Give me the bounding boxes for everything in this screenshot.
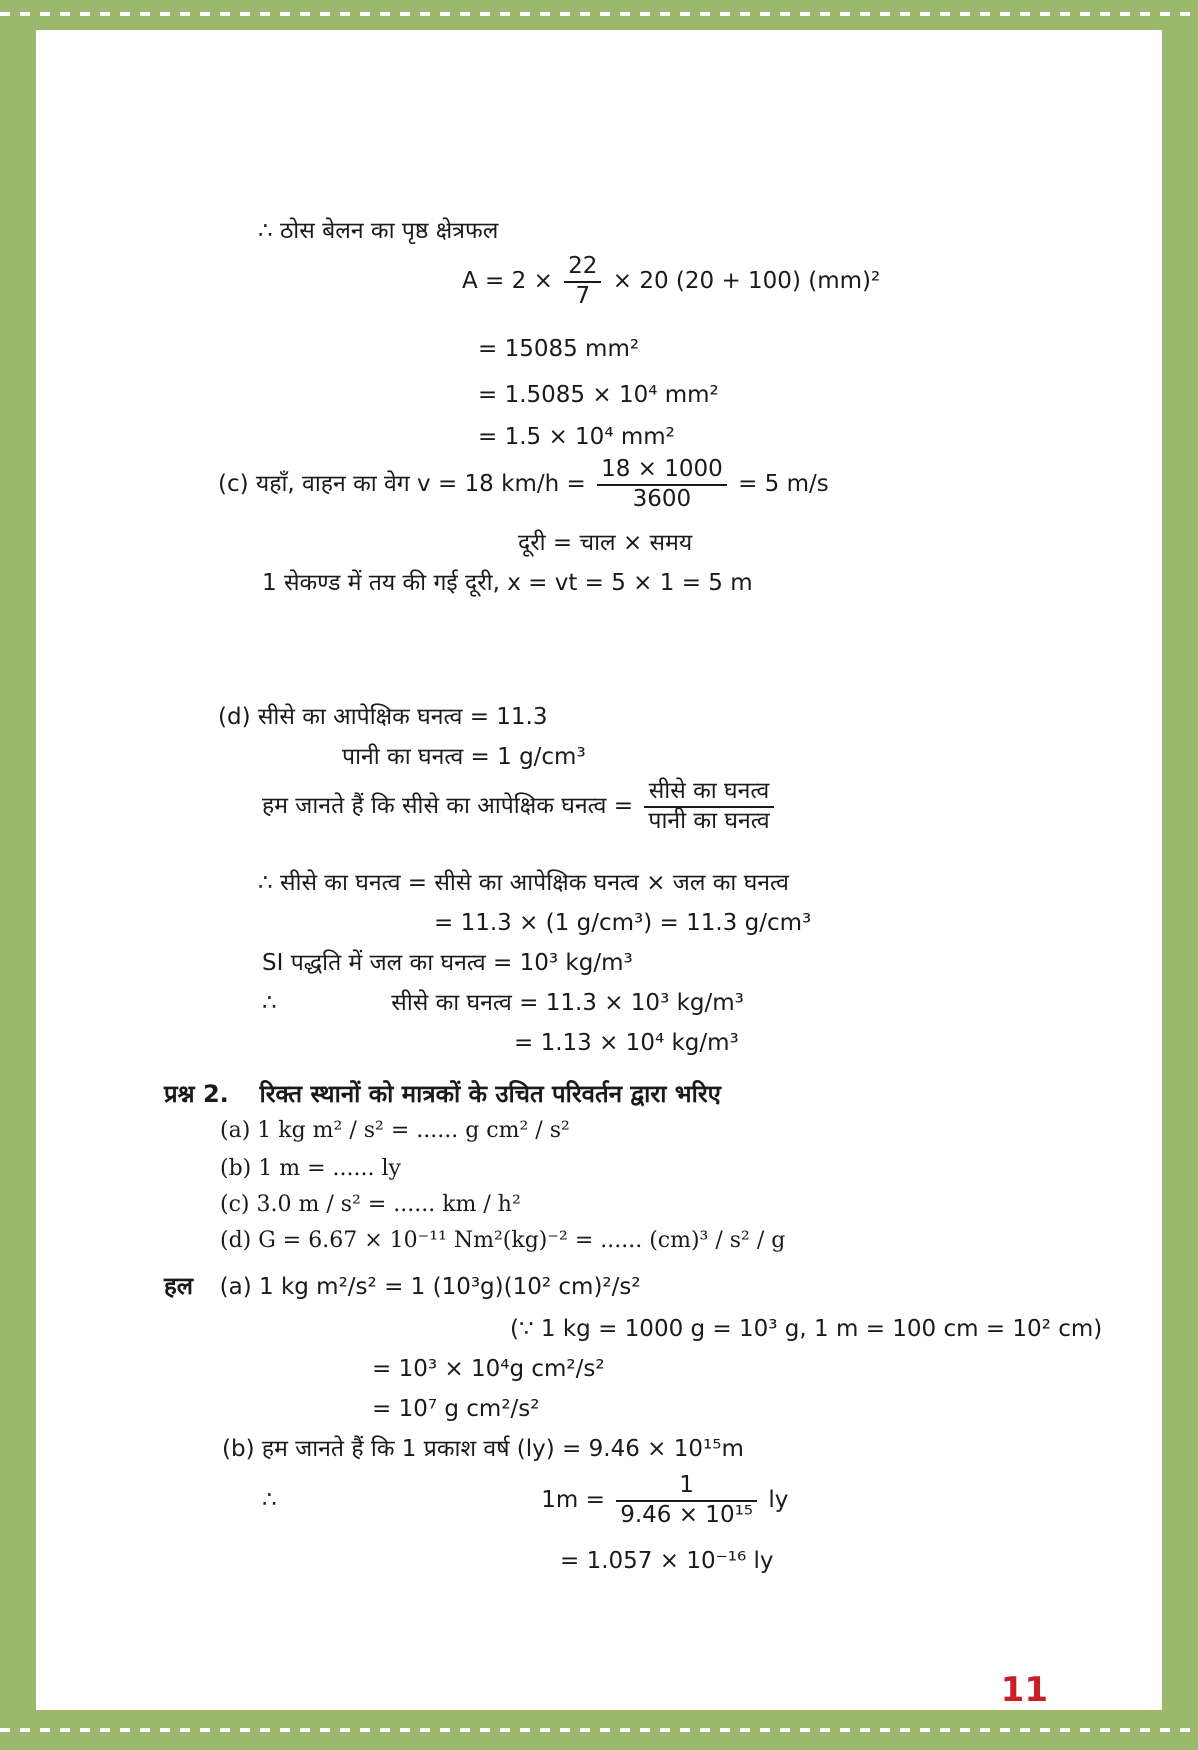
fraction bbox=[564, 253, 601, 310]
equation-line: = 11.3 × (1 g/cm³) = 11.3 g/cm³ bbox=[434, 910, 812, 936]
solution-label: हल bbox=[164, 1272, 194, 1300]
text-line: SI पद्धति में जल का घनत्व = 10³ kg/m³ bbox=[262, 950, 633, 976]
equation-part: A = 2 × bbox=[462, 268, 553, 295]
text-line: 1 सेकण्ड में तय की गई दूरी, x = vt = 5 × 1 = 5 m bbox=[262, 570, 753, 596]
text-line: ∴ ठोस बेलन का पृष्ठ क्षेत्रफल bbox=[258, 218, 499, 244]
equation-line: = 10⁷ g cm²/s² bbox=[372, 1396, 540, 1422]
solution-line bbox=[164, 1272, 641, 1302]
equation-part: (a) 1 kg m²/s² = 1 (10³g)(10² cm)²/s² bbox=[219, 1274, 641, 1300]
equation-line bbox=[462, 253, 880, 310]
fraction bbox=[616, 1472, 757, 1529]
question-label: प्रश्न 2. bbox=[164, 1080, 229, 1108]
equation-line bbox=[262, 778, 778, 835]
therefore-symbol: ∴ bbox=[262, 990, 277, 1016]
equation-part: ly bbox=[768, 1487, 789, 1514]
fraction-numerator: 18 × 1000 bbox=[597, 456, 727, 486]
equation-part: (c) यहाँ, वाहन का वेग v = 18 km/h = bbox=[218, 471, 586, 498]
therefore-symbol: ∴ bbox=[262, 1487, 277, 1514]
equation-line: = 10³ × 10⁴g cm²/s² bbox=[372, 1356, 605, 1382]
text-line: पानी का घनत्व = 1 g/cm³ bbox=[342, 744, 586, 770]
fraction-denominator: 7 bbox=[575, 282, 591, 309]
question-part: (d) G = 6.67 × 10⁻¹¹ Nm²(kg)⁻² = ...... (cm)³ / s² / g bbox=[220, 1228, 786, 1253]
fraction-numerator: 22 bbox=[564, 253, 601, 283]
equation-line: = 15085 mm² bbox=[478, 336, 640, 362]
equation-line: = 1.13 × 10⁴ kg/m³ bbox=[514, 1030, 739, 1056]
equation-line: = 1.5085 × 10⁴ mm² bbox=[478, 382, 719, 408]
fraction bbox=[597, 456, 727, 513]
fraction-denominator: 3600 bbox=[632, 485, 692, 512]
equation-part: = 5 m/s bbox=[738, 471, 829, 498]
equation-line bbox=[262, 1472, 788, 1529]
text-line: (d) सीसे का आपेक्षिक घनत्व = 11.3 bbox=[218, 704, 548, 730]
question-part: (c) 3.0 m / s² = ...... km / h² bbox=[220, 1192, 521, 1217]
equation-part: 1m = bbox=[541, 1487, 605, 1514]
equation-line bbox=[218, 456, 829, 513]
fraction-numerator: सीसे का घनत्व bbox=[644, 778, 773, 808]
fraction-numerator: 1 bbox=[616, 1472, 757, 1502]
text-line: ∴ सीसे का घनत्व = सीसे का आपेक्षिक घनत्व × जल का घनत्व bbox=[258, 870, 789, 896]
fraction-denominator: पानी का घनत्व bbox=[648, 807, 770, 834]
text-line: दूरी = चाल × समय bbox=[518, 530, 693, 556]
equation-line: = 1.5 × 10⁴ mm² bbox=[478, 424, 675, 450]
fraction bbox=[644, 778, 773, 835]
equation-part: सीसे का घनत्व = 11.3 × 10³ kg/m³ bbox=[391, 990, 744, 1016]
equation-line: = 1.057 × 10⁻¹⁶ ly bbox=[560, 1548, 774, 1574]
question-part: (b) 1 m = ...... ly bbox=[220, 1156, 401, 1181]
equation-line: (∵ 1 kg = 1000 g = 10³ g, 1 m = 100 cm = 10² cm) bbox=[510, 1316, 1103, 1342]
question-part: (a) 1 kg m² / s² = ...... g cm² / s² bbox=[220, 1118, 570, 1143]
question-heading bbox=[164, 1080, 721, 1109]
question-text: रिक्त स्थानों को मात्रकों के उचित परिवर्तन द्वारा भरिए bbox=[259, 1080, 721, 1108]
fraction-denominator: 9.46 × 10¹⁵ bbox=[620, 1501, 754, 1528]
equation-part: × 20 (20 + 100) (mm)² bbox=[612, 268, 881, 295]
equation-part: हम जानते हैं कि सीसे का आपेक्षिक घनत्व = bbox=[262, 793, 634, 820]
page-number: 11 bbox=[1000, 1670, 1048, 1710]
text-line: (b) हम जानते हैं कि 1 प्रकाश वर्ष (ly) = 9.46 × 10¹⁵m bbox=[222, 1436, 744, 1462]
equation-line bbox=[262, 990, 744, 1018]
